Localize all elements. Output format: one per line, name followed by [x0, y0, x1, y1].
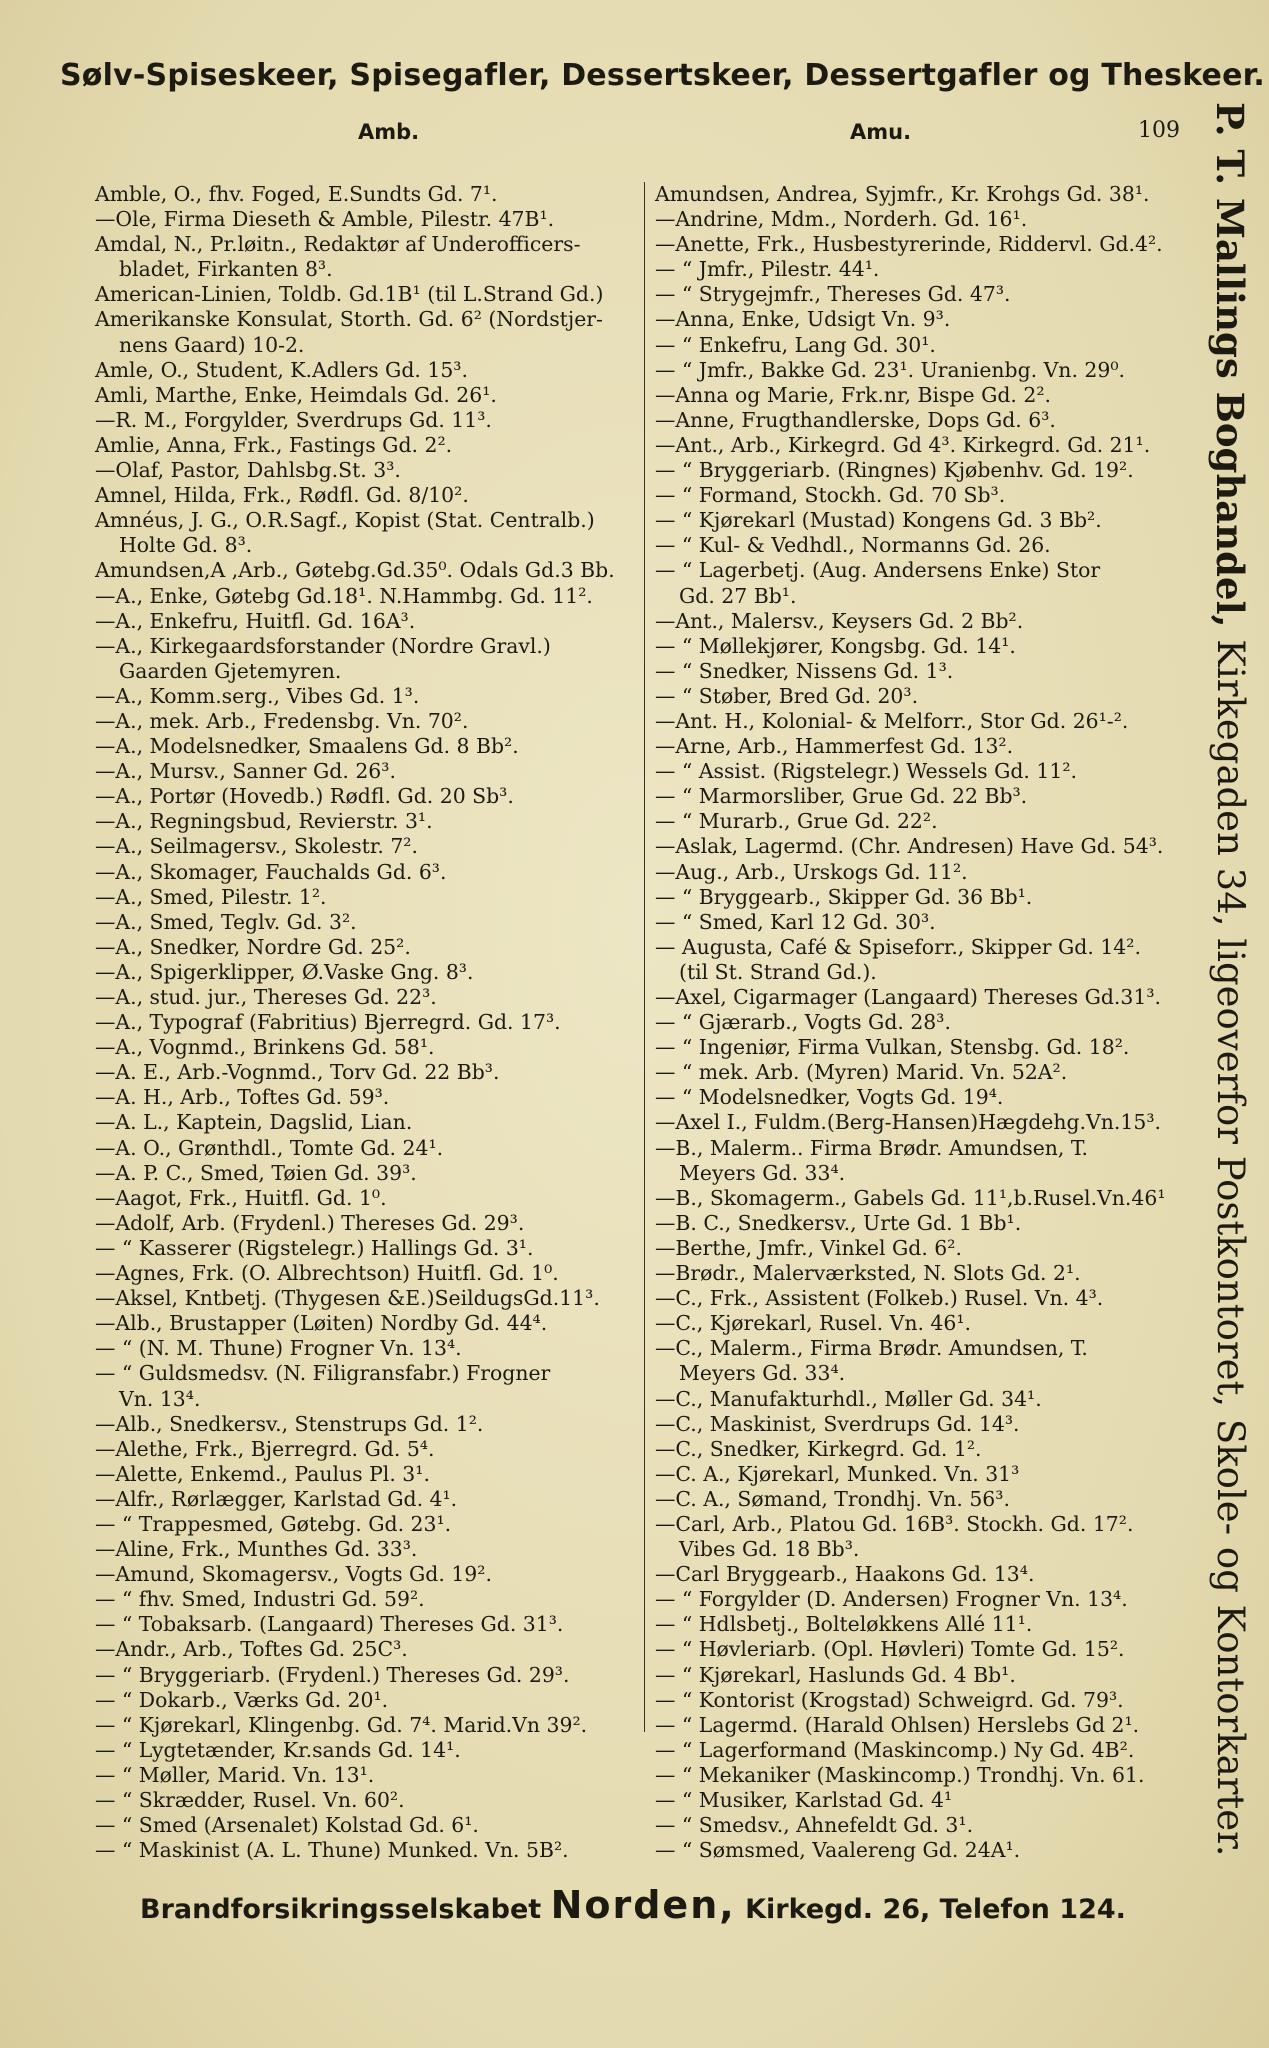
directory-entry: — “ Gjærarb., Vogts Gd. 28³. [655, 1010, 951, 1035]
directory-entry: —Arne, Arb., Hammerfest Gd. 13². [655, 734, 1014, 759]
directory-entry: —B., Skomagerm., Gabels Gd. 11¹,b.Rusel.Vn.46¹ [655, 1185, 1166, 1210]
directory-entry: —Aksel, Kntbetj. (Thygesen &E.)SeildugsGd.11³. [95, 1286, 600, 1311]
directory-entry: —Amund, Skomagersv., Vogts Gd. 19². [95, 1562, 492, 1587]
right-column-heading: Amu. [850, 120, 912, 144]
directory-entry: —Andr., Arb., Toftes Gd. 25C³. [95, 1637, 408, 1662]
directory-entry: — “ Kjørekarl, Klingenbg. Gd. 7⁴. Marid.Vn 39². [95, 1712, 588, 1737]
directory-entry: — “ Jmfr., Bakke Gd. 23¹. Uranienbg. Vn. 29⁰. [655, 357, 1126, 382]
directory-entry: — “ Guldsmedsv. (N. Filigransfabr.) Frogner [95, 1361, 551, 1386]
directory-entry: — “ Assist. (Rigstelegr.) Wessels Gd. 11². [655, 759, 1077, 784]
directory-entry: —Anette, Frk., Husbestyrerinde, Riddervl. Gd.4². [655, 232, 1163, 257]
footer-left: Brandforsikringsselskabet [140, 1894, 551, 1925]
directory-entry: — “ Marmorsliber, Grue Gd. 22 Bb³. [655, 784, 1028, 809]
directory-entry: —A., Kirkegaardsforstander (Nordre Gravl.) [95, 633, 551, 658]
directory-entry: —Aagot, Frk., Huitfl. Gd. 1⁰. [95, 1185, 387, 1210]
directory-entry: Vibes Gd. 18 Bb³. [679, 1537, 860, 1562]
directory-entry: —A., Mursv., Sanner Gd. 26³. [95, 759, 396, 784]
directory-entry: —Carl, Arb., Platou Gd. 16B³. Stockh. Gd. 17². [655, 1511, 1134, 1536]
directory-entry: (til St. Strand Gd.). [679, 959, 877, 984]
left-column-heading: Amb. [358, 120, 420, 144]
directory-entry: — “ Formand, Stockh. Gd. 70 Sb³. [655, 483, 1006, 508]
directory-entry: — “ Murarb., Grue Gd. 22². [655, 809, 938, 834]
directory-entry: —A., Snedker, Nordre Gd. 25². [95, 934, 411, 959]
directory-entry: —Aug., Arb., Urskogs Gd. 11². [655, 859, 968, 884]
directory-entry: —A., stud. jur., Thereses Gd. 22³. [95, 985, 437, 1009]
directory-entry: —A., Regningsbud, Revierstr. 3¹. [95, 809, 433, 834]
directory-entry: —Agnes, Frk. (O. Albrechtson) Huitfl. Gd. 1⁰. [95, 1261, 559, 1286]
directory-entry: Amble, O., fhv. Foged, E.Sundts Gd. 7¹. [95, 182, 498, 206]
directory-entry: —A., Modelsnedker, Smaalens Gd. 8 Bb². [95, 734, 519, 759]
directory-entry: —Olaf, Pastor, Dahlsbg.St. 3³. [95, 458, 401, 483]
directory-entry: —A., Smed, Teglv. Gd. 3². [95, 909, 357, 934]
directory-entry: Amle, O., Student, K.Adlers Gd. 15³. [95, 357, 468, 382]
directory-entry: — “ Jmfr., Pilestr. 44¹. [655, 257, 880, 282]
directory-entry: Amnel, Hilda, Frk., Rødfl. Gd. 8/10². [95, 483, 469, 508]
directory-entry: — “ Ingeniør, Firma Vulkan, Stensbg. Gd. 18². [655, 1035, 1130, 1060]
footer-company: Norden, [550, 1883, 736, 1927]
directory-entry: — “ Lagerbetj. (Aug. Andersens Enke) Stor [655, 558, 1101, 583]
directory-entry: —Anne, Frugthandlerske, Dops Gd. 6³. [655, 407, 1056, 432]
directory-entry: —Ant., Arb., Kirkegrd. Gd 4³. Kirkegrd. Gd. 21¹. [655, 432, 1151, 457]
directory-entry: —Alethe, Frk., Bjerregrd. Gd. 5⁴. [95, 1436, 435, 1461]
directory-entry: Amerikanske Konsulat, Storth. Gd. 6² (Nordstjer- [95, 307, 603, 332]
directory-entry: — “ Hdlsbetj., Bolteløkkens Allé 11¹. [655, 1612, 1033, 1637]
directory-entry: — “ Skrædder, Rusel. Vn. 60². [95, 1788, 405, 1812]
directory-entry: — “ Kul- & Vedhdl., Normanns Gd. 26. [655, 533, 1051, 558]
directory-entry: — “ Kjørekarl (Mustad) Kongens Gd. 3 Bb². [655, 508, 1102, 533]
directory-entry: — “ Snedker, Nissens Gd. 1³. [655, 658, 954, 683]
directory-entry: — “ Maskinist (A. L. Thune) Munked. Vn. 5B². [95, 1838, 569, 1863]
side-advert-rest: Kirkegaden 34, ligeoverfor Postkontoret, Skole- og Kontorkarter. [1209, 627, 1252, 1857]
directory-entry: —A., mek. Arb., Fredensbg. Vn. 70². [95, 708, 469, 733]
directory-entry: Amnéus, J. G., O.R.Sagf., Kopist (Stat. Centralb.) [95, 508, 595, 533]
directory-entry: — “ Lagermd. (Harald Ohlsen) Herslebs Gd 2¹. [655, 1712, 1140, 1737]
directory-entry: —A., Spigerklipper, Ø.Vaske Gng. 8³. [95, 959, 474, 984]
directory-entry: — “ Kontorist (Krogstad) Schweigrd. Gd. 79³. [655, 1687, 1124, 1712]
directory-entry: — “ Støber, Bred Gd. 20³. [655, 683, 919, 708]
directory-entry: — “ Møllekjører, Kongsbg. Gd. 14¹. [655, 633, 1016, 658]
directory-entry: —Berthe, Jmfr., Vinkel Gd. 6². [655, 1235, 962, 1260]
directory-entry: — “ Smed, Karl 12 Gd. 30³. [655, 909, 936, 934]
directory-entry: — Augusta, Café & Spiseforr., Skipper Gd. 14². [655, 934, 1141, 959]
directory-entry: — “ Mekaniker (Maskincomp.) Trondhj. Vn. 61. [655, 1762, 1145, 1787]
directory-entry: —A., Skomager, Fauchalds Gd. 6³. [95, 859, 447, 884]
directory-entry: — “ Lagerformand (Maskincomp.) Ny Gd. 4B². [655, 1737, 1135, 1762]
directory-entry: nens Gaard) 10-2. [119, 332, 305, 357]
footer-right: Kirkegd. 26, Telefon 124. [735, 1894, 1126, 1925]
directory-entry: — “ Bryggeriarb. (Ringnes) Kjøbenhv. Gd. 19². [655, 458, 1134, 483]
side-advert-name: P. T. Mallings Boghandel, [1208, 102, 1252, 628]
directory-entry: —R. M., Forgylder, Sverdrups Gd. 11³. [95, 407, 492, 432]
directory-entry: —Alb., Snedkersv., Stenstrups Gd. 1². [95, 1411, 484, 1436]
directory-entry: Amundsen,A ,Arb., Gøtebg.Gd.35⁰. Odals Gd.3 Bb. [95, 558, 615, 583]
directory-entry: —C., Frk., Assistent (Folkeb.) Rusel. Vn. 4³. [655, 1286, 1104, 1311]
directory-entry: — “ Dokarb., Værks Gd. 20¹. [95, 1687, 389, 1712]
directory-entry: —Ole, Firma Dieseth & Amble, Pilestr. 47B¹. [95, 207, 555, 232]
directory-entry: —A. L., Kaptein, Dagslid, Lian. [95, 1110, 413, 1135]
directory-entry: — “ Høvleriarb. (Opl. Høvleri) Tomte Gd. 15². [655, 1637, 1125, 1662]
directory-entry: —A., Typograf (Fabritius) Bjerregrd. Gd. 17³. [95, 1010, 561, 1035]
directory-entry: —A. O., Grønthdl., Tomte Gd. 24¹. [95, 1135, 444, 1160]
directory-entry: Amli, Marthe, Enke, Heimdals Gd. 26¹. [95, 382, 497, 407]
directory-entry: —C., Maskinist, Sverdrups Gd. 14³. [655, 1411, 1020, 1436]
directory-entry: —Aline, Frk., Munthes Gd. 33³. [95, 1537, 418, 1562]
directory-entry: —A., Portør (Hovedb.) Rødfl. Gd. 20 Sb³. [95, 784, 514, 809]
right-column [655, 182, 1195, 1863]
directory-entry: —A. P. C., Smed, Tøien Gd. 39³. [95, 1160, 417, 1185]
directory-entry: — “ Kasserer (Rigstelegr.) Hallings Gd. 3¹. [95, 1235, 534, 1260]
directory-entry: Holte Gd. 8³. [119, 533, 253, 558]
directory-entry: —C., Manufakturhdl., Møller Gd. 34¹. [655, 1386, 1042, 1411]
directory-entry: —C. A., Sømand, Trondhj. Vn. 56³. [655, 1486, 1010, 1511]
directory-entry: Meyers Gd. 33⁴. [679, 1160, 846, 1185]
directory-entry: — “ Sømsmed, Vaalereng Gd. 24A¹. [655, 1838, 1021, 1863]
directory-entry: —Adolf, Arb. (Frydenl.) Thereses Gd. 29³. [95, 1210, 525, 1235]
directory-entry: Gaarden Gjetemyren. [119, 658, 342, 683]
directory-entry: —A., Seilmagersv., Skolestr. 7². [95, 834, 418, 859]
directory-entry: —A., Vognmd., Brinkens Gd. 58¹. [95, 1035, 435, 1060]
directory-entry: —A., Enkefru, Huitfl. Gd. 16A³. [95, 608, 416, 633]
directory-entry: —Aslak, Lagermd. (Chr. Andresen) Have Gd. 54³. [655, 834, 1164, 859]
directory-entry: —A. H., Arb., Toftes Gd. 59³. [95, 1085, 390, 1110]
page-number: 109 [1138, 118, 1180, 143]
directory-entry: Amundsen, Andrea, Syjmfr., Kr. Krohgs Gd. 38¹. [655, 182, 1150, 206]
directory-entry: —Anna og Marie, Frk.nr, Bispe Gd. 2². [655, 382, 1052, 407]
directory-entry: — “ Bryggearb., Skipper Gd. 36 Bb¹. [655, 884, 1033, 909]
directory-entry: Amlie, Anna, Frk., Fastings Gd. 2². [95, 432, 453, 457]
directory-entry: —Axel, Cigarmager (Langaard) Thereses Gd.31³. [655, 985, 1161, 1009]
directory-entry: — “ Forgylder (D. Andersen) Frogner Vn. 13⁴. [655, 1587, 1128, 1612]
directory-entry: —A., Smed, Pilestr. 1². [95, 884, 327, 909]
directory-entry: — “ Smed (Arsenalet) Kolstad Gd. 6¹. [95, 1813, 479, 1838]
directory-entry: —Ant., Malersv., Keysers Gd. 2 Bb². [655, 608, 1024, 633]
left-column [95, 182, 645, 1863]
directory-entry: American-Linien, Toldb. Gd.1B¹ (til L.Strand Gd.) [95, 282, 604, 307]
directory-entry: —B. C., Snedkersv., Urte Gd. 1 Bb¹. [655, 1210, 1022, 1235]
directory-entry: —Alfr., Rørlægger, Karlstad Gd. 4¹. [95, 1486, 458, 1511]
directory-entry: —Alb., Brustapper (Løiten) Nordby Gd. 44⁴. [95, 1311, 548, 1336]
directory-entry: —Andrine, Mdm., Norderh. Gd. 16¹. [655, 207, 1028, 232]
directory-entry: —Axel I., Fuldm.(Berg-Hansen)Hægdehg.Vn.15³. [655, 1110, 1161, 1135]
directory-entry: —C. A., Kjørekarl, Munked. Vn. 31³ [655, 1461, 1020, 1486]
directory-entry: —B., Malerm.. Firma Brødr. Amundsen, T. [655, 1135, 1088, 1160]
directory-entry: Gd. 27 Bb¹. [679, 583, 797, 608]
directory-entry: —Anna, Enke, Udsigt Vn. 9³. [655, 307, 951, 332]
directory-entry: — “ Strygejmfr., Thereses Gd. 47³. [655, 282, 1011, 307]
directory-entry: —Ant. H., Kolonial- & Melforr., Stor Gd. 26¹-². [655, 708, 1129, 733]
directory-entry: Vn. 13⁴. [119, 1386, 201, 1411]
directory-entry: — “ Musiker, Karlstad Gd. 4¹ [655, 1788, 953, 1812]
directory-entry: — “ Bryggeriarb. (Frydenl.) Thereses Gd. 29³. [95, 1662, 570, 1687]
directory-entry: — “ Enkefru, Lang Gd. 30¹. [655, 332, 936, 357]
directory-entry: — “ Kjørekarl, Haslunds Gd. 4 Bb¹. [655, 1662, 1016, 1687]
side-advertisement [1200, 102, 1260, 1857]
directory-entry: —C., Malerm., Firma Brødr. Amundsen, T. [655, 1336, 1088, 1361]
directory-entry: Meyers Gd. 33⁴. [679, 1361, 846, 1386]
directory-entry: Amdal, N., Pr.løitn., Redaktør af Underofficers- [95, 232, 581, 257]
directory-entry: —Brødr., Malerværksted, N. Slots Gd. 2¹. [655, 1261, 1081, 1286]
directory-entry: —Carl Bryggearb., Haakons Gd. 13⁴. [655, 1562, 1035, 1587]
directory-entry: — “ Trappesmed, Gøtebg. Gd. 23¹. [95, 1511, 452, 1536]
directory-entry: — “ Møller, Marid. Vn. 13¹. [95, 1762, 375, 1787]
directory-entry: —C., Snedker, Kirkegrd. Gd. 1². [655, 1436, 982, 1461]
directory-entry: —A., Enke, Gøtebg Gd.18¹. N.Hammbg. Gd. 11². [95, 583, 593, 608]
directory-entry: — “ mek. Arb. (Myren) Marid. Vn. 52A². [655, 1060, 1068, 1085]
directory-entry: — “ (N. M. Thune) Frogner Vn. 13⁴. [95, 1336, 462, 1361]
directory-entry: bladet, Firkanten 8³. [119, 257, 333, 282]
bottom-advertisement [140, 1883, 1220, 1927]
directory-entry: —A. E., Arb.-Vognmd., Torv Gd. 22 Bb³. [95, 1060, 500, 1085]
directory-entry: —Alette, Enkemd., Paulus Pl. 3¹. [95, 1461, 430, 1486]
directory-entry: —A., Komm.serg., Vibes Gd. 1³. [95, 683, 420, 708]
directory-entry: — “ fhv. Smed, Industri Gd. 59². [95, 1587, 425, 1612]
directory-entry: —C., Kjørekarl, Rusel. Vn. 46¹. [655, 1311, 972, 1336]
top-banner: Sølv-Spiseskeer, Spisegafler, Dessertskeer, Dessertgafler og Theskeer. [60, 58, 1265, 93]
directory-entry: — “ Smedsv., Ahnefeldt Gd. 3¹. [655, 1813, 974, 1838]
directory-entry: — “ Modelsnedker, Vogts Gd. 19⁴. [655, 1085, 1004, 1110]
directory-entry: — “ Lygtetænder, Kr.sands Gd. 14¹. [95, 1737, 461, 1762]
directory-entry: — “ Tobaksarb. (Langaard) Thereses Gd. 31³. [95, 1612, 564, 1637]
